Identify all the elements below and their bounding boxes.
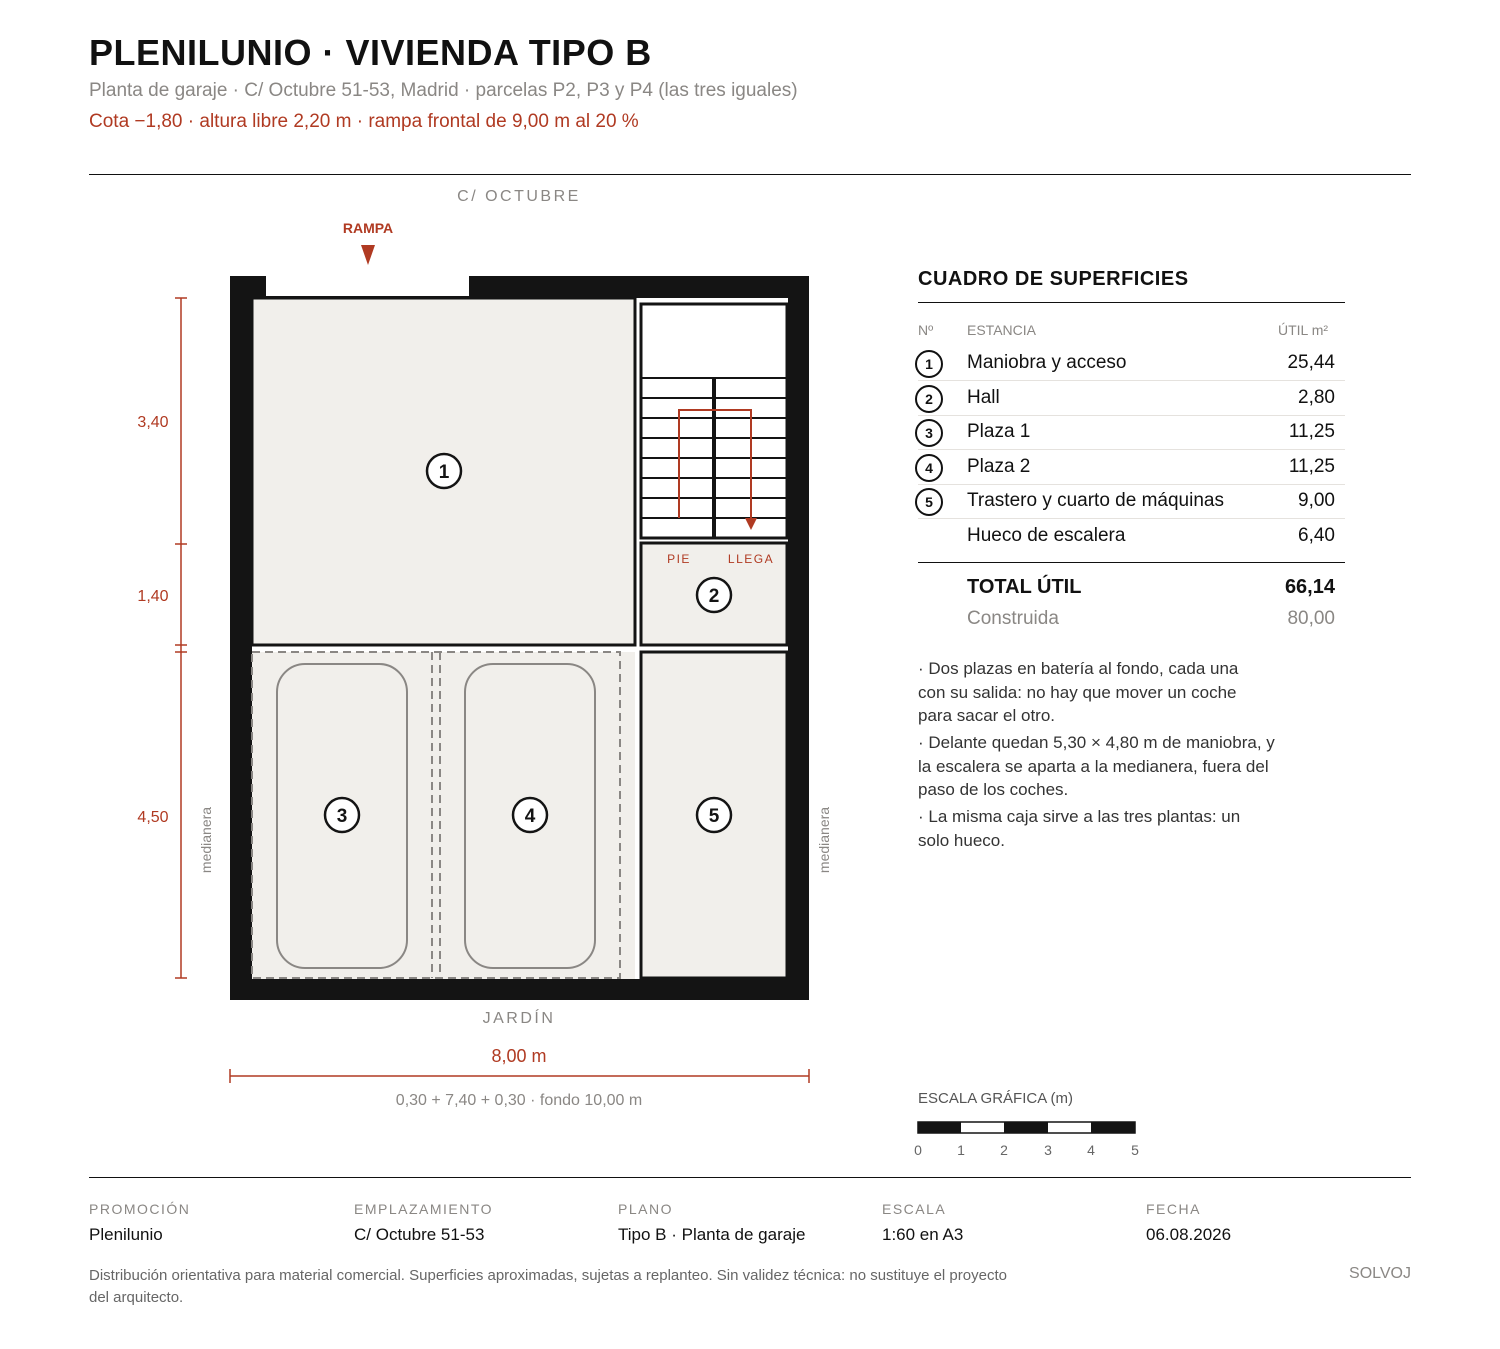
row-room-name: Hall bbox=[967, 387, 1000, 408]
party-wall-right-label: medianera bbox=[816, 806, 832, 874]
room-badge-2-number: 2 bbox=[708, 586, 720, 607]
room-badge-4-number: 4 bbox=[524, 806, 536, 827]
table-row bbox=[918, 484, 1345, 519]
stair-start-label: PIE bbox=[667, 552, 691, 566]
garden-label: JARDÍN bbox=[482, 1010, 556, 1027]
party-wall-left-label: medianera bbox=[198, 806, 214, 874]
ramp-opening bbox=[266, 276, 469, 296]
row-number-badge: 3 bbox=[915, 419, 943, 447]
table-header-room: ESTANCIA bbox=[967, 322, 1036, 338]
scale-tick: 2 bbox=[1000, 1142, 1008, 1158]
dim-label-1: 3,40 bbox=[137, 414, 169, 431]
table-row bbox=[918, 450, 1345, 485]
table-header-num: Nº bbox=[918, 322, 934, 338]
scale-segment-2 bbox=[1004, 1122, 1048, 1133]
row-area: 9,00 bbox=[1298, 490, 1335, 511]
table-row bbox=[918, 346, 1345, 381]
width-breakdown: 0,30 + 7,40 + 0,30 · fondo 10,00 m bbox=[395, 1092, 643, 1109]
disclaimer: Distribución orientativa para material comercial. Superficies aproximadas, sujetas a replanteo. Sin validez técnica: no sustituye el proyecto del arquitecto. bbox=[89, 1267, 1007, 1306]
floor-plan bbox=[0, 176, 880, 1126]
row-room-name: Maniobra y acceso bbox=[967, 352, 1127, 373]
built-label: Construida bbox=[967, 608, 1059, 629]
scale-tick: 3 bbox=[1044, 1142, 1052, 1158]
room-badge-3 bbox=[325, 798, 359, 832]
footer-plan-label: PLANO bbox=[618, 1201, 673, 1217]
stair-end-label: LLEGA bbox=[727, 552, 775, 566]
total-label: TOTAL ÚTIL bbox=[967, 576, 1082, 598]
street-label: C/ OCTUBRE bbox=[457, 188, 581, 205]
vertical-dimension bbox=[175, 298, 187, 978]
footer-scale-value: 1:60 en A3 bbox=[882, 1225, 964, 1244]
row-area: 2,80 bbox=[1298, 387, 1335, 408]
table-total-rule bbox=[918, 562, 1345, 563]
row-room-name: Trastero y cuarto de máquinas bbox=[967, 490, 1224, 511]
table-row bbox=[918, 519, 1345, 553]
table-row bbox=[918, 415, 1345, 450]
row-room-name: Hueco de escalera bbox=[967, 525, 1126, 546]
room-badge-1 bbox=[427, 454, 461, 488]
room-badge-4 bbox=[513, 798, 547, 832]
scale-tick: 4 bbox=[1087, 1142, 1095, 1158]
row-area: 11,25 bbox=[1288, 421, 1335, 442]
table-row bbox=[918, 381, 1345, 416]
level-info: Cota −1,80 · altura libre 2,20 m · rampa frontal de 9,00 m al 20 % bbox=[89, 111, 639, 132]
row-area: 11,25 bbox=[1288, 456, 1335, 477]
row-room-name: Plaza 1 bbox=[967, 421, 1031, 442]
parking-area bbox=[252, 652, 635, 979]
note-1: · Dos plazas en batería al fondo, cada una con su salida: no hay que mover un coche para sacar el otro. bbox=[918, 659, 1239, 725]
note-2: · Delante quedan 5,30 × 4,80 m de maniobra, y la escalera se aparta a la medianera, fuera del paso de los coches. bbox=[918, 733, 1275, 799]
room-badge-5 bbox=[697, 798, 731, 832]
header-divider bbox=[89, 174, 1411, 175]
scale-tick: 5 bbox=[1131, 1142, 1139, 1158]
row-area: 25,44 bbox=[1287, 352, 1335, 373]
scale-segment-4 bbox=[1091, 1122, 1135, 1133]
table-header-area: ÚTIL m² bbox=[1278, 322, 1329, 338]
footer-scale-label: ESCALA bbox=[882, 1201, 947, 1217]
note-3: · La misma caja sirve a las tres plantas: un solo hueco. bbox=[918, 807, 1241, 850]
brand-name: SOLVOJ bbox=[1349, 1265, 1411, 1282]
footer-date-label: FECHA bbox=[1146, 1201, 1201, 1217]
scale-title: ESCALA GRÁFICA (m) bbox=[918, 1090, 1074, 1107]
ramp-label: RAMPA bbox=[342, 220, 394, 236]
page-title: PLENILUNIO · VIVIENDA TIPO B bbox=[89, 32, 652, 73]
row-area: 6,40 bbox=[1298, 525, 1335, 546]
room-badge-1-number: 1 bbox=[438, 462, 450, 483]
footer-promo-value: Plenilunio bbox=[89, 1225, 163, 1244]
scale-segment-0 bbox=[918, 1122, 961, 1133]
footer-date-value: 06.08.2026 bbox=[1146, 1225, 1232, 1244]
ramp-arrow-icon bbox=[361, 245, 375, 265]
row-number-badge: 5 bbox=[915, 488, 943, 516]
scale-tick: 0 bbox=[914, 1142, 922, 1158]
room-badge-5-number: 5 bbox=[708, 806, 720, 827]
row-room-name: Plaza 2 bbox=[967, 456, 1031, 477]
footer-promo-label: PROMOCIÓN bbox=[89, 1201, 191, 1217]
room-badge-3-number: 3 bbox=[336, 806, 348, 827]
total-value: 66,14 bbox=[1284, 576, 1335, 598]
table-top-rule bbox=[918, 302, 1345, 303]
graphic-scale bbox=[910, 1118, 1150, 1162]
dim-label-2: 1,40 bbox=[137, 588, 169, 605]
footer-divider bbox=[89, 1177, 1411, 1178]
page-subtitle: Planta de garaje · C/ Octubre 51-53, Madrid · parcelas P2, P3 y P4 (las tres iguales) bbox=[89, 80, 798, 101]
footer-site-value: C/ Octubre 51-53 bbox=[354, 1225, 485, 1244]
built-value: 80,00 bbox=[1287, 608, 1335, 629]
width-label: 8,00 m bbox=[491, 1046, 547, 1066]
horizontal-dimension bbox=[230, 1069, 809, 1083]
dim-label-3: 4,50 bbox=[137, 809, 169, 826]
room-badge-2 bbox=[697, 578, 731, 612]
scale-tick: 1 bbox=[957, 1142, 965, 1158]
footer-site-label: EMPLAZAMIENTO bbox=[354, 1201, 494, 1217]
row-number-badge: 1 bbox=[915, 350, 943, 378]
row-number-badge: 4 bbox=[915, 454, 943, 482]
table-title: CUADRO DE SUPERFICIES bbox=[918, 268, 1189, 290]
footer-plan-value: Tipo B · Planta de garaje bbox=[618, 1225, 806, 1244]
row-number-badge: 2 bbox=[915, 385, 943, 413]
